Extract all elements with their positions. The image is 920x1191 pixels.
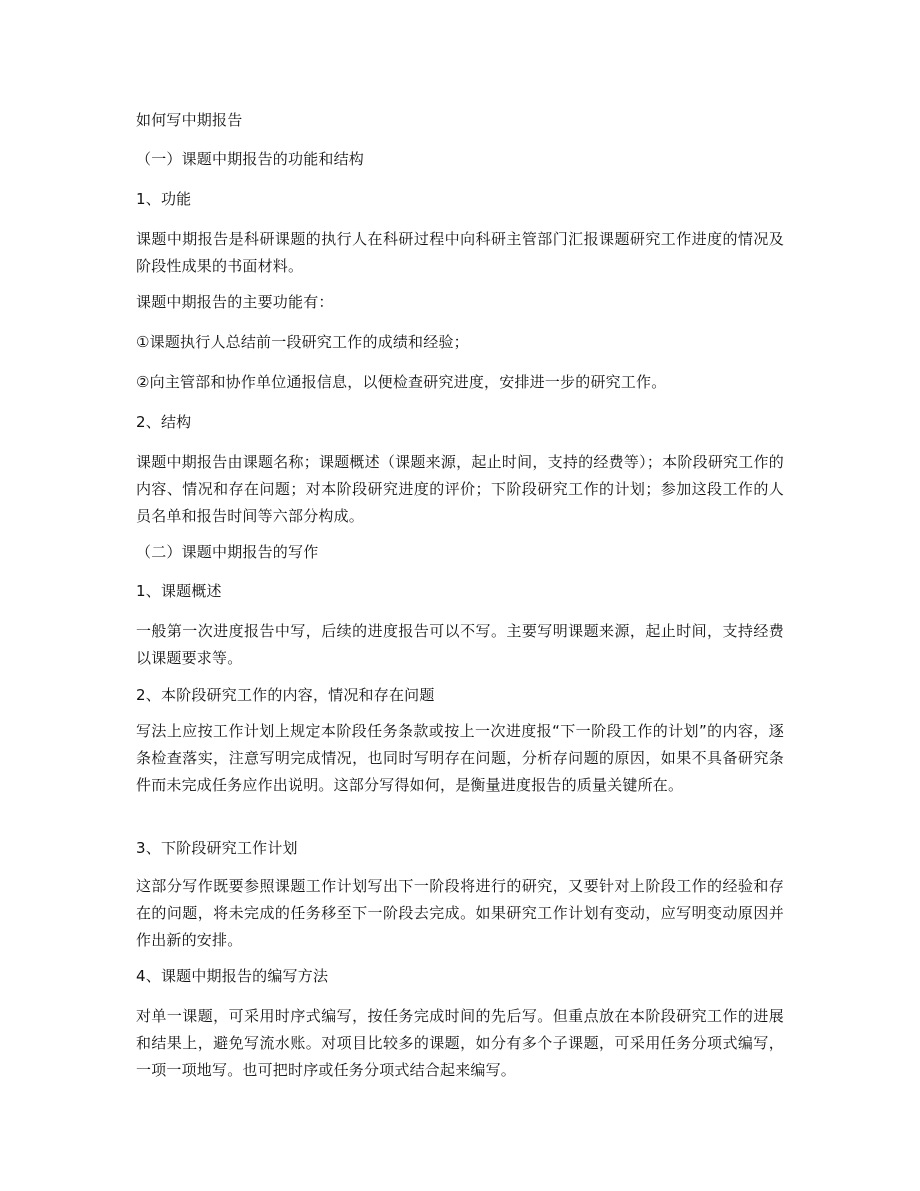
next-stage-paragraph: 这部分写作既要参照课题工作计划写出下一阶段将进行的研究，又要针对上阶段工作的经验和存在的问题，将未完成的任务移至下一阶段去完成。如果研究工作计划有变动，应写明变动原因并作出新的安排。 [136,877,784,949]
function-paragraph: 课题中期报告是科研课题的执行人在科研过程中向科研主管部门汇报课题研究工作进度的情况及阶段性成果的书面材料。 [136,230,784,275]
function-heading: 1、功能 [136,190,192,208]
structure-heading: 2、结构 [136,413,192,431]
writing-method-heading: 4、课题中期报告的编写方法 [136,967,329,985]
section-2-heading: （二）课题中期报告的写作 [136,543,319,561]
section-1-heading: （一）课题中期报告的功能和结构 [136,150,365,168]
function-point-1: ①课题执行人总结前一段研究工作的成绩和经验； [136,333,469,351]
current-stage-paragraph: 写法上应按工作计划上规定本阶段任务条款或按上一次进度报“下一阶段工作的计划”的内容，逐条检查落实，注意写明完成情况，也同时写明存在问题，分析存问题的原因，如果不具备研究条件而未完成任务应作出说明。这部分写得如何，是衡量进度报告的质量关键所在。 [136,722,784,794]
structure-paragraph: 课题中期报告由课题名称；课题概述（课题来源，起止时间，支持的经费等）；本阶段研究工作的内容、情况和存在问题；对本阶段研究进度的评价；下阶段研究工作的计划；参加这段工作的人员名单和报告时间等六部分构成。 [136,453,784,525]
overview-heading: 1、课题概述 [136,582,222,600]
writing-method-paragraph: 对单一课题，可采用时序式编写，按任务完成时间的先后写。但重点放在本阶段研究工作的进展和结果上，避免写流水账。对项目比较多的课题，如分有多个子课题，可采用任务分项式编写，一项一项地写。也可把时序或任务分项式结合起来编写。 [136,1007,784,1079]
next-stage-heading: 3、下阶段研究工作计划 [136,839,298,857]
function-point-2: ②向主管部和协作单位通报信息，以便检查研究进度，安排进一步的研究工作。 [136,373,667,391]
document-title: 如何写中期报告 [136,111,243,129]
overview-paragraph: 一般第一次进度报告中写，后续的进度报告可以不写。主要写明课题来源，起止时间，支持经费以课题要求等。 [136,622,784,667]
current-stage-heading: 2、本阶段研究工作的内容，情况和存在问题 [136,686,435,704]
main-functions-intro: 课题中期报告的主要功能有： [136,293,334,311]
